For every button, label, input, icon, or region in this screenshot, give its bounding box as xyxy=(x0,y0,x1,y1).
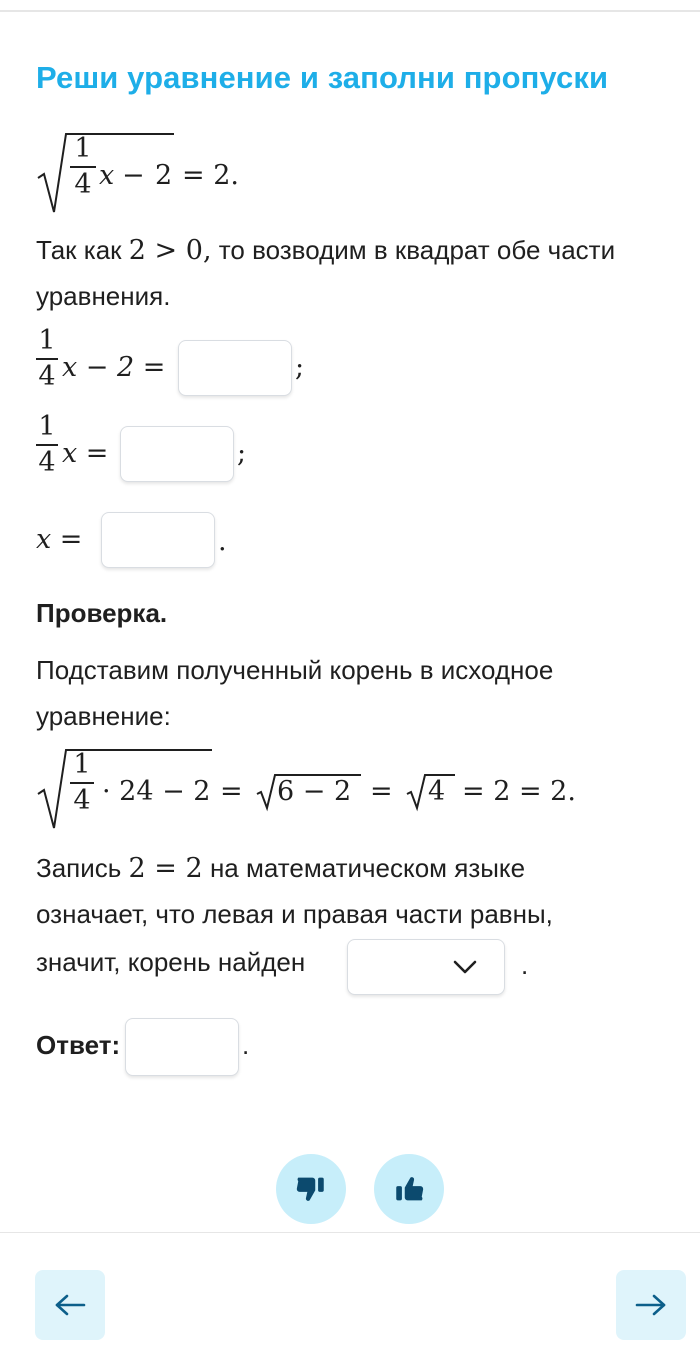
record-line-2: означает, что левая и правая части равны, xyxy=(36,899,553,929)
dislike-button[interactable] xyxy=(276,1154,346,1224)
record-line-3: значит, корень найден xyxy=(36,947,306,977)
step-3-expression: x = xyxy=(36,524,83,555)
var-x: x xyxy=(99,160,115,191)
constant: 2 xyxy=(155,160,173,191)
intro-line-2: уравнения. xyxy=(36,281,171,311)
check-heading: Проверка. xyxy=(36,598,168,628)
final-answer-input[interactable] xyxy=(125,1018,239,1076)
chevron-down-icon xyxy=(452,958,478,976)
fraction-quarter: 1 4 xyxy=(70,750,94,816)
arrow-left-icon xyxy=(53,1293,87,1317)
record-suffix: . xyxy=(521,950,529,980)
fraction-quarter: 1 4 xyxy=(70,134,96,200)
top-divider xyxy=(0,10,700,12)
answer-label: Ответ: xyxy=(36,1030,121,1060)
check-line-1: Подставим полученный корень в исходное xyxy=(36,655,554,685)
minus-sign: − xyxy=(122,160,145,191)
root-found-dropdown[interactable] xyxy=(347,939,505,995)
check-line-2: уравнение: xyxy=(36,701,171,731)
step-1-expression: x − 2 = xyxy=(62,352,166,383)
intro-line-1: Так как 2 > 0, то возводим в квадрат обе части xyxy=(36,235,616,266)
like-button[interactable] xyxy=(374,1154,444,1224)
task-title: Реши уравнение и заполни пропуски xyxy=(36,60,609,95)
fraction-quarter: 1 4 xyxy=(36,412,58,478)
answer-input-step-2[interactable] xyxy=(120,426,234,482)
fraction-quarter: 1 4 xyxy=(36,326,58,392)
thumbs-up-icon xyxy=(392,1172,426,1206)
step-2-expression: x = xyxy=(62,438,109,469)
thumbs-down-icon xyxy=(294,1172,328,1206)
back-button[interactable] xyxy=(35,1270,105,1340)
arrow-right-icon xyxy=(634,1293,668,1317)
record-line-1: Запись 2 = 2 на математическом языке xyxy=(36,853,526,884)
equation-rhs: = 2. xyxy=(182,160,239,191)
answer-suffix: . xyxy=(242,1030,250,1060)
answer-input-step-1[interactable] xyxy=(178,340,292,396)
answer-input-step-3[interactable] xyxy=(101,512,215,568)
bottom-divider xyxy=(0,1232,700,1233)
next-button[interactable] xyxy=(616,1270,686,1340)
